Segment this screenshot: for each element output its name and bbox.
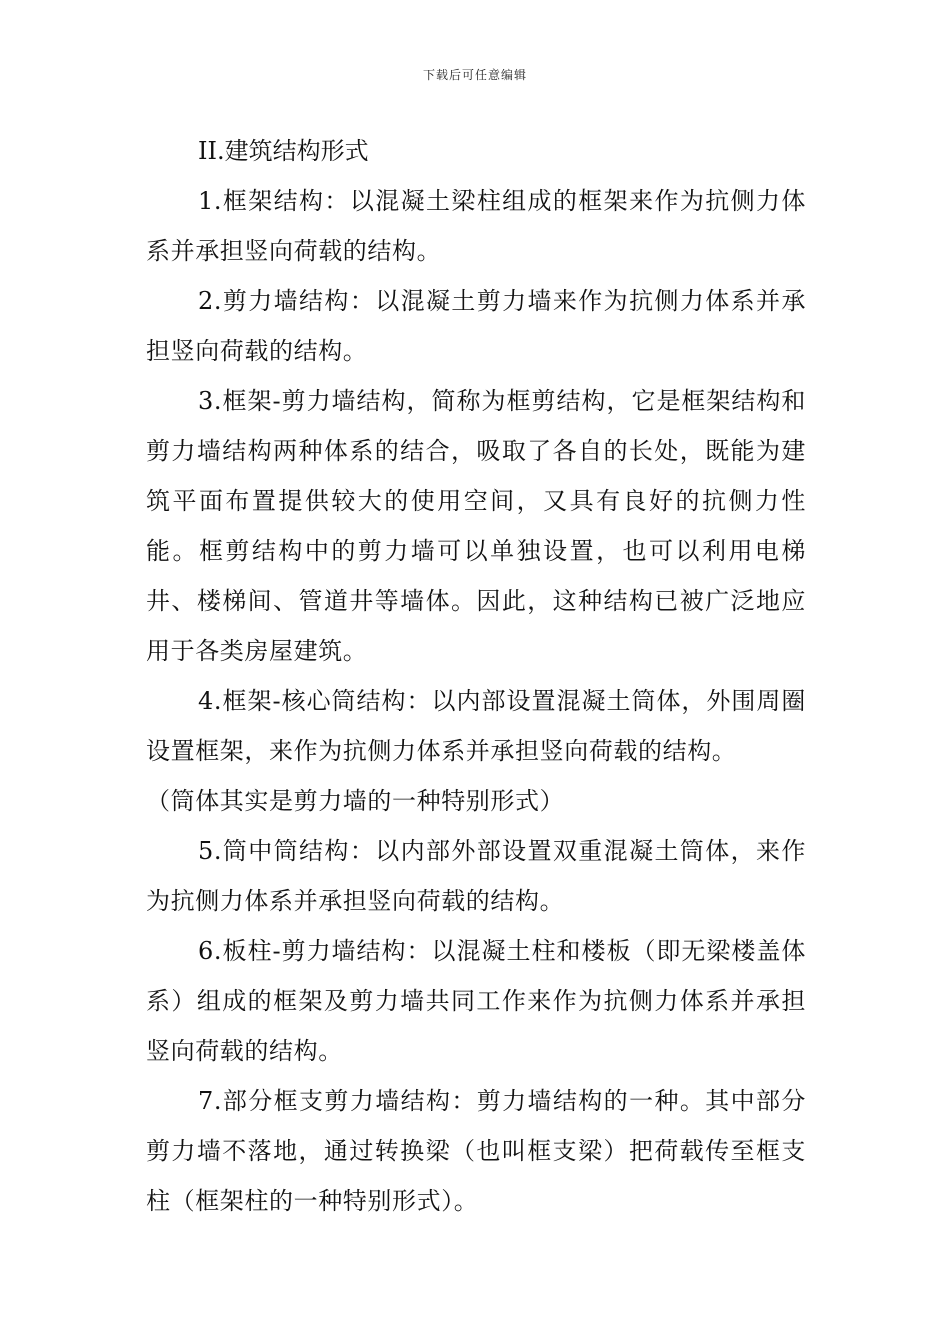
paragraph-tube-in-tube-structure: 5.筒中筒结构：以内部外部设置双重混凝土筒体，来作为抗侧力体系并承担竖向荷载的结构。	[146, 837, 806, 915]
paragraph-shear-wall-structure: 2.剪力墙结构：以混凝土剪力墙来作为抗侧力体系并承担竖向荷载的结构。	[146, 287, 806, 365]
paragraph-tube-note: （筒体其实是剪力墙的一种特别形式）	[146, 787, 565, 815]
paragraph-frame-structure: 1.框架结构：以混凝土梁柱组成的框架来作为抗侧力体系并承担竖向荷载的结构。	[146, 187, 806, 265]
header-note: 下载后可任意编辑	[422, 68, 527, 82]
paragraph-frame-core-tube-structure: 4.框架-核心筒结构：以内部设置混凝土筒体，外围周圈设置框架，来作为抗侧力体系并承担竖向荷载的结构。	[146, 687, 806, 765]
section-heading: II.建筑结构形式	[198, 137, 369, 165]
paragraph-slab-column-shear-wall-structure: 6.板柱-剪力墙结构：以混凝土柱和楼板（即无梁楼盖体系）组成的框架及剪力墙共同工作来作为抗侧力体系并承担竖向荷载的结构。	[146, 937, 806, 1065]
paragraph-frame-shear-wall-structure: 3.框架-剪力墙结构，简称为框剪结构，它是框架结构和剪力墙结构两种体系的结合，吸取了各自的长处，既能为建筑平面布置提供较大的使用空间，又具有良好的抗侧力性能。框剪结构中的剪力墙可以单独设置，也可以利用电梯井、楼梯间、管道井等墙体。因此，这种结构已被广泛地应用于各类房屋建筑。	[146, 387, 806, 665]
document-body	[146, 126, 806, 1226]
paragraph-frame-supported-shear-wall-structure: 7.部分框支剪力墙结构：剪力墙结构的一种。其中部分剪力墙不落地，通过转换梁（也叫框支梁）把荷载传至框支柱（框架柱的一种特别形式）。	[146, 1087, 806, 1215]
